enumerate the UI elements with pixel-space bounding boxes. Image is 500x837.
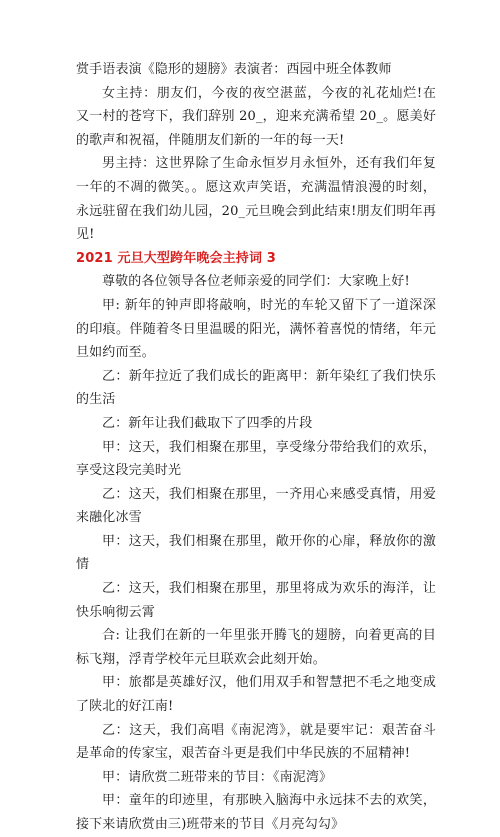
document-page <box>76 58 436 837</box>
paragraph-jia-new-year-bell: 甲: 新年的钟声即将敲响，时光的车轮又留下了一道深深的印痕。伴随着冬日里温暖的阳光，满怀着喜悦的情绪，年元旦如约而至。 <box>76 297 436 361</box>
paragraph-jia-heroes: 甲：旅都是英雄好汉，他们用双手和智慧把不毛之地变成了陕北的好江南! <box>76 675 436 715</box>
paragraph-jia-program-class-two: 甲：请欣赏二班带来的节目：《南泥湾》 <box>102 769 333 785</box>
paragraph-jia-open-heart: 甲：这天，我们相聚在那里，敞开你的心扉，释放你的激情 <box>76 533 436 573</box>
paragraph-greeting: 尊敬的各位领导各位老师亲爱的同学们：大家晚上好! <box>102 274 410 290</box>
paragraph-female-host: 女主持：朋友们，今夜的夜空湛蓝，今夜的礼花灿烂!在又一村的苍穹下，我们辞别 20_，迎来充满希望 20_。愿美好的歌声和祝福，伴随朋友们新的一年的每一天! <box>76 85 436 148</box>
paragraph-yi-ocean-of-joy: 乙：这天，我们相聚在那里，那里将成为欢乐的海洋，让快乐响彻云霄 <box>76 581 436 620</box>
section-heading: 2021 元旦大型跨年晚会主持词 3 <box>76 250 276 266</box>
paragraph-male-host: 男主持：这世界除了生命永恒岁月永恒外，还有我们年复一年的不凋的微笑。。愿这欢声笑语，充满温情浪漫的时刻，永远驻留在我们幼儿园，20_元旦晚会到此结束!朋友们明年再见! <box>76 156 436 243</box>
paragraph-jia-fate-joy: 甲：这天，我们相聚在那里，享受缘分带给我们的欢乐，享受这段完美时光 <box>76 439 436 479</box>
paragraph-yi-feel-true-love: 乙：这天，我们相聚在那里，一齐用心来感受真情，用爱来融化冰雪 <box>76 486 436 526</box>
paragraph-yi-growth-distance: 乙：新年拉近了我们成长的距离甲：新年染红了我们快乐的生活 <box>76 368 436 408</box>
paragraph-yi-nanniwan: 乙：这天，我们高唱《南泥湾》，就是要牢记：艰苦奋斗是革命的传家宝，艰苦奋斗更是我们中华民族的不屈精神! <box>76 722 436 762</box>
paragraph-yi-four-seasons: 乙：新年让我们截取下了四季的片段 <box>102 415 313 431</box>
paragraph-jia-program-class-three: 甲：童年的印迹里，有那映入脑海中永远抹不去的欢笑，接下来请欣赏由三)班带来的节目《月亮勾勾》 <box>76 793 436 832</box>
paragraph-together-opening: 合: 让我们在新的一年里张开腾飞的翅膀，向着更高的目标飞翔，浮青学校年元旦联欢会此刻开始。 <box>76 628 436 667</box>
paragraph-sign-language-performance: 赏手语表演《隐形的翅膀》表演者：西园中班全体教师 <box>76 62 392 77</box>
